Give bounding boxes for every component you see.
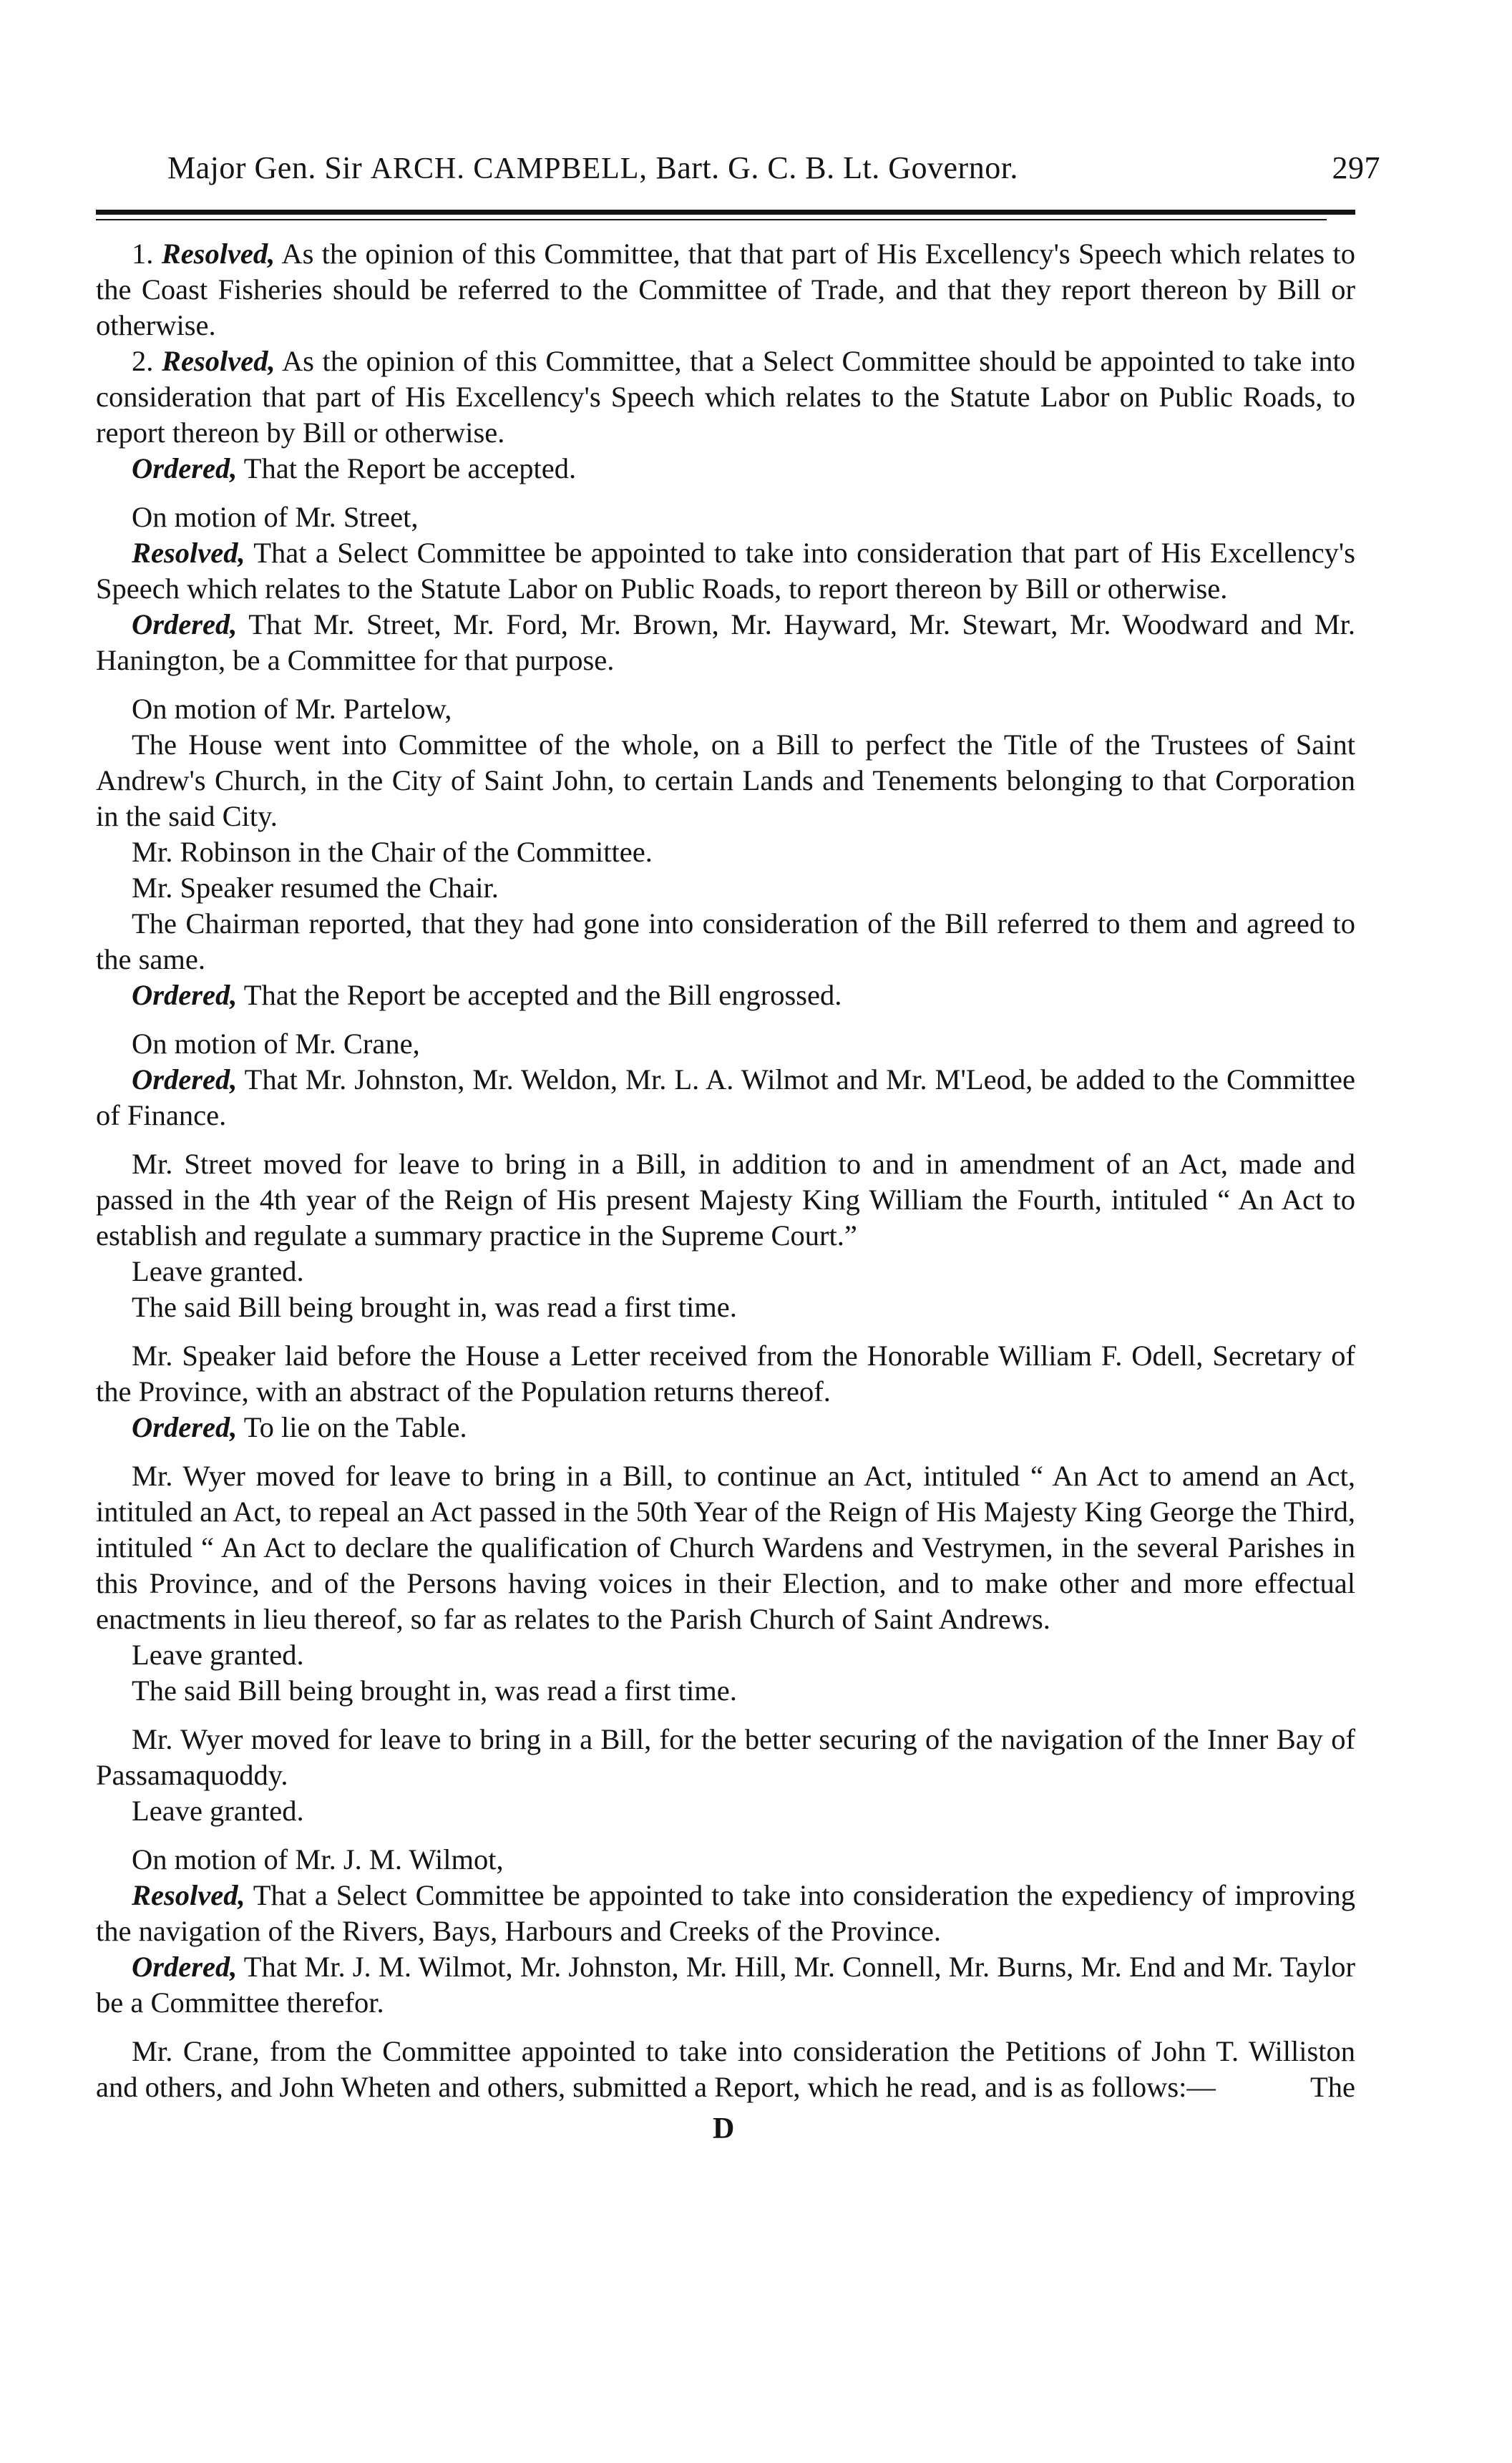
paragraph-text: That Mr. Street, Mr. Ford, Mr. Brown, Mr. Hayward, Mr. Stewart, Mr. Woodward and Mr. Hanington, be a Committee for that purpose. (96, 608, 1355, 676)
paragraph-keyword: Resolved, (132, 1879, 245, 1911)
paragraph (96, 1722, 1355, 1793)
paragraph-keyword: Ordered, (132, 979, 238, 1011)
paragraph-text: That a Select Committee be appointed to take into consideration the expediency of improving the navigation of the Rivers, Bays, Harbours and Creeks of the Province. (96, 1879, 1355, 1947)
paragraph-lead: Leave granted. (132, 1795, 304, 1827)
header-title (167, 147, 1018, 190)
paragraph (96, 1673, 1355, 1709)
document-page (96, 147, 1380, 2145)
paragraph-lead: 1. (132, 238, 162, 270)
paragraph (96, 343, 1355, 451)
paragraph-text: That the Report be accepted and the Bill engrossed. (237, 979, 842, 1011)
paragraph-lead: The House went into Committee of the whole, on a Bill to perfect the Title of the Trustees of Saint Andrew's Church, in the City of Saint John, to certain Lands and Tenements belonging to that Corporation in the said City. (96, 728, 1355, 832)
paragraph-lead: Mr. Street moved for leave to bring in a Bill, in addition to and in amendment of an Act, made and passed in the 4th year of the Reign of His present Majesty King William the Fourth, intituled “ An Act to establish and regulate a summary practice in the Supreme Court.” (96, 1148, 1355, 1252)
paragraph-lead: Mr. Crane, from the Committee appointed to take into consideration the Petitions of John T. Williston and others, and John Wheten and others, submitted a Report, which he read, and is as follows:— (96, 2035, 1355, 2103)
paragraph (96, 499, 1355, 535)
paragraph-keyword: Ordered, (132, 1951, 238, 1983)
paragraph (96, 1146, 1355, 1254)
paragraph (96, 727, 1355, 834)
page-footer (96, 2071, 1355, 2145)
paragraph (96, 834, 1355, 870)
paragraph (96, 1410, 1355, 1445)
paragraph (96, 1254, 1355, 1289)
paragraph (96, 236, 1355, 343)
paragraph-text: As the opinion of this Committee, that a Select Committee should be appointed to take into consideration that part of His Excellency's Speech which relates to the Statute Labor on Public Roads, to report thereon by Bill or otherwise. (96, 345, 1356, 449)
paragraph-lead: Mr. Robinson in the Chair of the Committee. (132, 836, 653, 868)
paragraph (96, 1289, 1355, 1325)
running-header (96, 147, 1380, 190)
paragraph (96, 535, 1355, 607)
header-rule (96, 210, 1355, 215)
paragraph-lead: On motion of Mr. Partelow, (132, 693, 452, 725)
paragraph (96, 1026, 1355, 1062)
paragraph-keyword: Ordered, (132, 1411, 238, 1443)
paragraph-lead: Leave granted. (132, 1639, 304, 1671)
paragraph-lead: Mr. Wyer moved for leave to bring in a Bill, for the better securing of the navigation of the Inner Bay of Passamaquoddy. (96, 1723, 1355, 1791)
paragraph-keyword: Resolved, (132, 537, 245, 569)
page-number: 297 (1332, 150, 1380, 185)
signature-mark: D (713, 2112, 735, 2145)
header-prefix: Major Gen. Sir (167, 150, 371, 185)
paragraph-text: To lie on the Table. (237, 1411, 467, 1443)
paragraph-keyword: Ordered, (132, 1063, 238, 1096)
paragraph-keyword: Ordered, (132, 452, 238, 484)
paragraph-keyword: Resolved, (161, 238, 275, 270)
paragraph (96, 1062, 1355, 1133)
paragraph-lead: Mr. Speaker resumed the Chair. (132, 872, 499, 904)
catchword: The (1310, 2071, 1355, 2103)
paragraph (96, 1793, 1355, 1829)
paragraph-lead: On motion of Mr. J. M. Wilmot, (132, 1843, 504, 1876)
paragraph (96, 607, 1355, 678)
paragraph-text: That a Select Committee be appointed to take into consideration that part of His Excellency's Speech which relates to the Statute Labor on Public Roads, to report thereon by Bill or otherwise. (96, 537, 1355, 605)
paragraph (96, 1338, 1355, 1410)
header-rule-thin (96, 219, 1327, 220)
paragraph (96, 977, 1355, 1013)
paragraph-text: That Mr. Johnston, Mr. Weldon, Mr. L. A. Wilmot and Mr. M'Leod, be added to the Committee of Finance. (96, 1063, 1355, 1131)
paragraph-keyword: Ordered, (132, 608, 238, 640)
paragraph (96, 1458, 1355, 1637)
paragraph-lead: The said Bill being brought in, was read a first time. (132, 1291, 737, 1323)
paragraph (96, 1842, 1355, 1878)
paragraph-lead: On motion of Mr. Street, (132, 501, 419, 533)
paragraph-lead: The Chairman reported, that they had gone into consideration of the Bill referred to them and agreed to the same. (96, 907, 1355, 975)
paragraph-lead: 2. (132, 345, 162, 377)
paragraph (96, 1637, 1355, 1673)
paragraph-text: That Mr. J. M. Wilmot, Mr. Johnston, Mr. Hill, Mr. Connell, Mr. Burns, Mr. End and Mr. Taylor be a Committee therefor. (96, 1951, 1355, 2019)
paragraph (96, 451, 1355, 487)
header-suffix: Bart. G. C. B. Lt. Governor. (647, 150, 1018, 185)
paragraph-lead: Mr. Wyer moved for leave to bring in a Bill, to continue an Act, intituled “ An Act to amend an Act, intituled an Act, to repeal an Act passed in the 50th Year of the Reign of His Majesty King George the Third, intituled “ An Act to declare the qualification of Church Wardens and Vestrymen, in the several Parishes in this Province, and of the Persons having voices in their Election, and to make other and more effectual enactments in lieu thereof, so far as relates to the Parish Church of Saint Andrews. (96, 1460, 1355, 1635)
paragraph (96, 906, 1355, 977)
paragraph (96, 1949, 1355, 2021)
body-text (96, 236, 1355, 2105)
paragraph-keyword: Resolved, (161, 345, 275, 377)
paragraph (96, 691, 1355, 727)
paragraph-text: That the Report be accepted. (237, 452, 577, 484)
paragraph (96, 870, 1355, 906)
header-name: ARCH. CAMPBELL, (370, 152, 648, 185)
paragraph-lead: The said Bill being brought in, was read a first time. (132, 1674, 737, 1707)
paragraph-lead: On motion of Mr. Crane, (132, 1028, 420, 1060)
paragraph (96, 2034, 1355, 2105)
paragraph (96, 1878, 1355, 1949)
paragraph-lead: Mr. Speaker laid before the House a Letter received from the Honorable William F. Odell, Secretary of the Province, with an abstract of the Population returns thereof. (96, 1340, 1355, 1408)
paragraph-text: As the opinion of this Committee, that that part of His Excellency's Speech which relates to the Coast Fisheries should be referred to the Committee of Trade, and that they report thereon by Bill or otherwise. (96, 238, 1355, 341)
paragraph-lead: Leave granted. (132, 1255, 304, 1287)
